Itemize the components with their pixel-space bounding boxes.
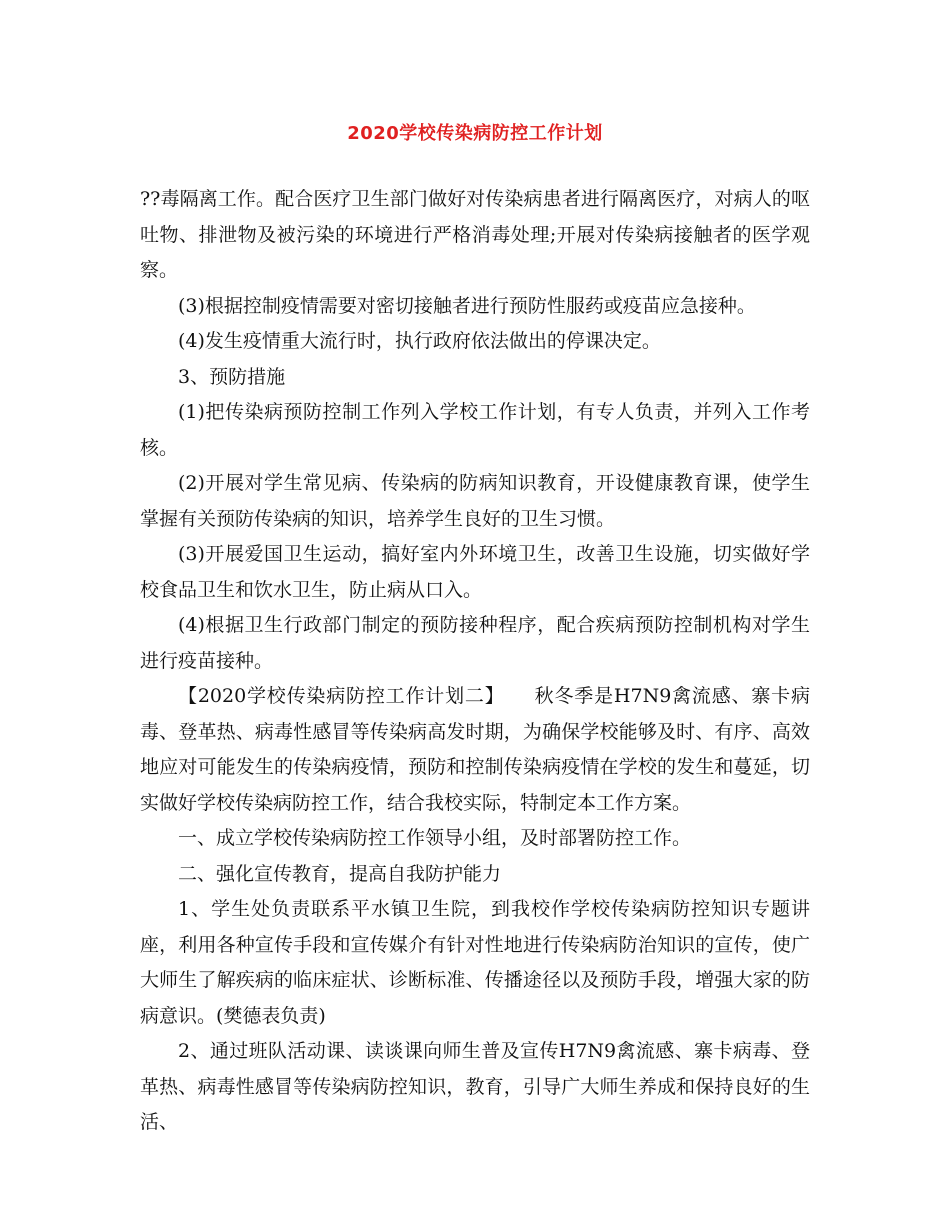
paragraph-5: (1)把传染病预防控制工作列入学校工作计划，有专人负责，并列入工作考核。 (140, 401, 810, 459)
paragraph-8: (4)根据卫生行政部门制定的预防接种程序，配合疾病预防控制机构对学生进行疫苗接种。 (140, 614, 810, 672)
paragraph-11: 二、强化宣传教育，提高自我防护能力 (178, 862, 502, 885)
document-body (140, 182, 810, 1141)
paragraph-2: (3)根据控制疫情需要对密切接触者进行预防性服药或疫苗应急接种。 (178, 294, 756, 317)
document-title: 2020学校传染病防控工作计划 (347, 123, 603, 144)
paragraph-6: (2)开展对学生常见病、传染病的防病知识教育，开设健康教育课，使学生掌握有关预防传染病的知识，培养学生良好的卫生习惯。 (140, 472, 810, 530)
paragraph-7: (3)开展爱国卫生运动，搞好室内外环境卫生，改善卫生设施，切实做好学校食品卫生和饮水卫生，防止病从口入。 (140, 543, 810, 601)
paragraph-3: (4)发生疫情重大流行时，执行政府依法做出的停课决定。 (178, 330, 661, 352)
paragraph-12: 1、学生处负责联系平水镇卫生院，到我校作学校传染病防控知识专题讲座，利用各种宣传手段和宣传媒介有针对性地进行传染病防治知识的宣传，使广大师生了解疾病的临床症状、诊断标准、传播途径以及预防手段，增强大家的防病意识。(樊德表负责) (140, 898, 810, 1027)
paragraph-13: 2、通过班队活动课、读谈课向师生普及宣传H7N9禽流感、寨卡病毒、登革热、病毒性感冒等传染病防控知识，教育，引导广大师生养成和保持良好的生活、 (140, 1040, 810, 1133)
paragraph-9: 【2020学校传染病防控工作计划二】 秋冬季是H7N9禽流感、寨卡病毒、登革热、病毒性感冒等传染病高发时期，为确保学校能够及时、有序、高效地应对可能发生的传染病疫情，预防和控制传染病疫情在学校的发生和蔓延，切实做好学校传染病防控工作，结合我校实际，特制定本工作方案。 (140, 685, 810, 814)
paragraph-4: 3、预防措施 (178, 365, 286, 388)
paragraph-10: 一、成立学校传染病防控工作领导小组，及时部署防控工作。 (178, 827, 692, 849)
paragraph-1: ??毒隔离工作。配合医疗卫生部门做好对传染病患者进行隔离医疗，对病人的呕吐物、排泄物及被污染的环境进行严格消毒处理;开展对传染病接触者的医学观察。 (140, 188, 810, 281)
